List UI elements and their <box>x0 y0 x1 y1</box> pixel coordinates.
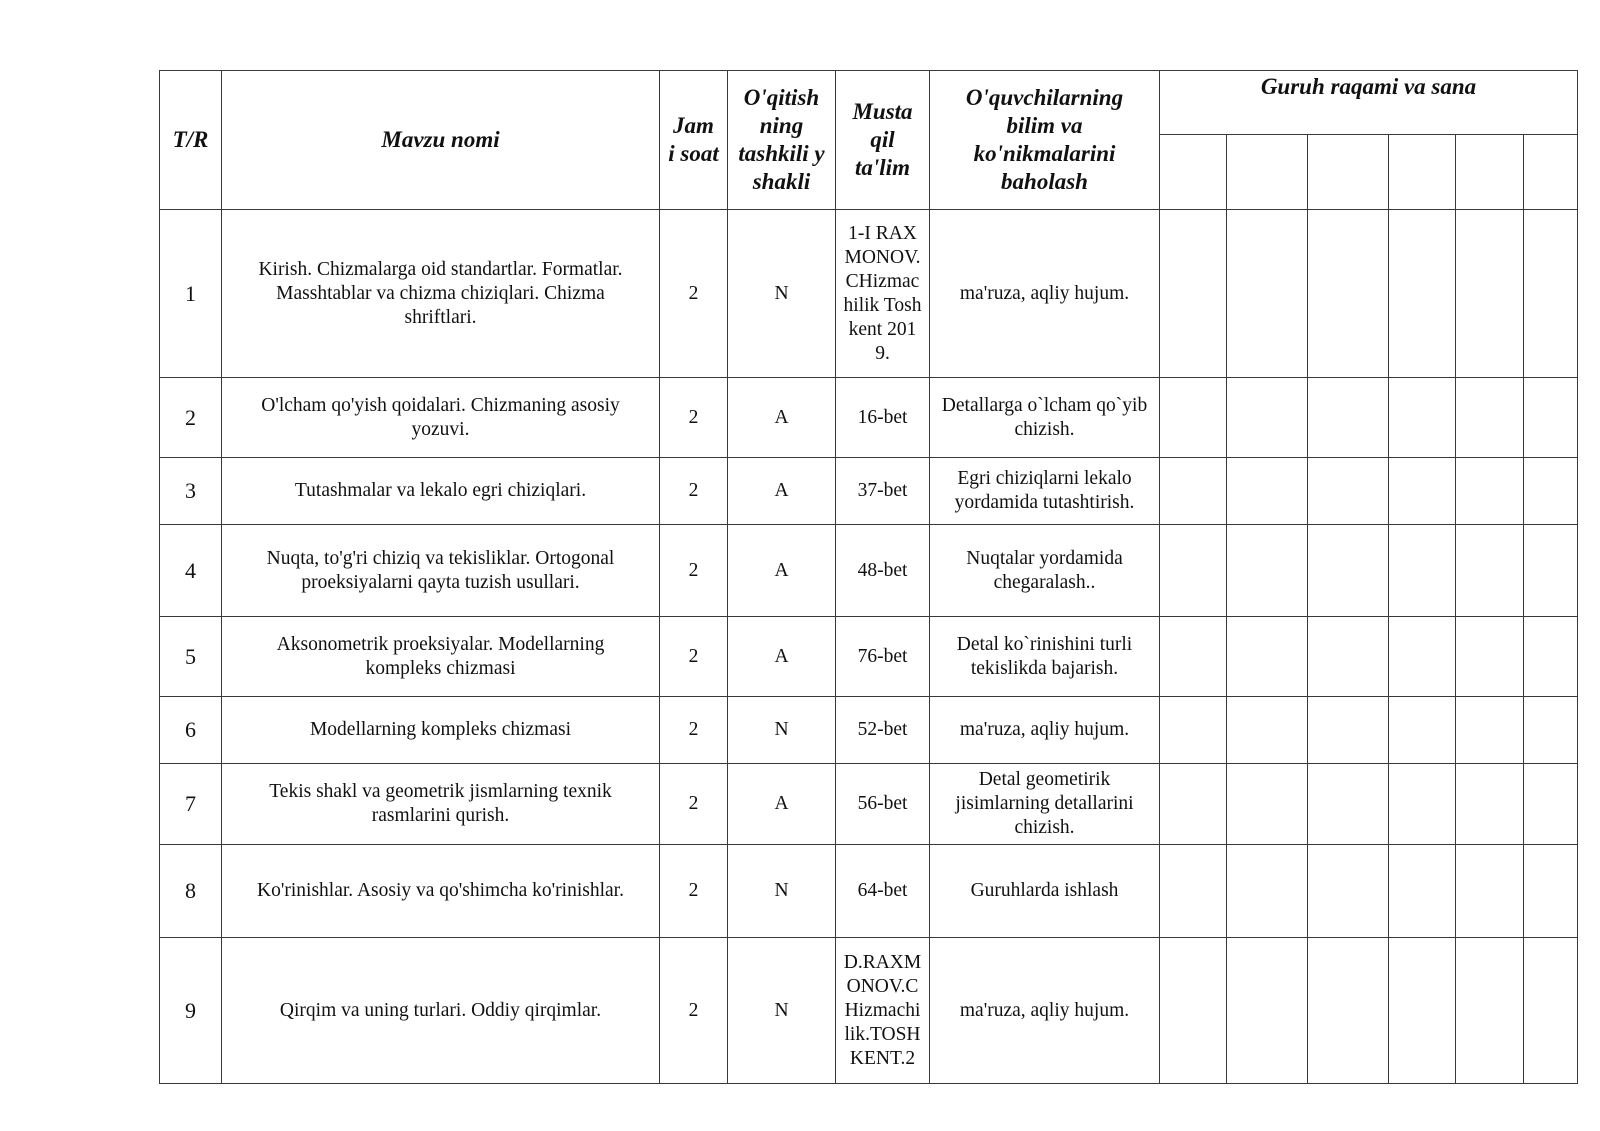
hours-cell: 2 <box>660 764 728 845</box>
self-study-cell <box>836 378 930 458</box>
group-date-cell[interactable] <box>1524 378 1578 458</box>
group-date-cell[interactable] <box>1456 938 1524 1084</box>
group-date-cell[interactable] <box>1160 378 1227 458</box>
group-date-cell[interactable] <box>1308 697 1389 764</box>
group-date-cell[interactable] <box>1456 378 1524 458</box>
group-date-cell[interactable] <box>1524 525 1578 617</box>
table-row <box>160 697 1578 764</box>
assessment-cell: ma'ruza, aqliy hujum. <box>930 697 1160 764</box>
row-number: 2 <box>160 378 222 458</box>
row-number: 3 <box>160 458 222 525</box>
hours-cell: 2 <box>660 697 728 764</box>
table-row <box>160 845 1578 938</box>
group-date-cell[interactable] <box>1308 938 1389 1084</box>
assessment-cell: Detal ko`rinishini turli tekislikda bajarish. <box>930 617 1160 697</box>
group-date-cell[interactable] <box>1160 617 1227 697</box>
group-date-cell[interactable] <box>1524 938 1578 1084</box>
table-row <box>160 210 1578 378</box>
group-date-cell[interactable] <box>1227 378 1308 458</box>
self-study-text: 37-bet <box>857 480 908 501</box>
group-date-cell[interactable] <box>1308 617 1389 697</box>
topic-cell: Kirish. Chizmalarga oid standartlar. Formatlar. Masshtablar va chizma chiziqlari. Chizma shriftlari. <box>222 210 660 378</box>
group-date-cell[interactable] <box>1227 210 1308 378</box>
form-cell: N <box>728 845 836 938</box>
assessment-cell: ma'ruza, aqliy hujum. <box>930 938 1160 1084</box>
group-date-cell[interactable] <box>1308 135 1389 210</box>
row-number: 5 <box>160 617 222 697</box>
self-study-cell <box>836 764 930 845</box>
table-row <box>160 458 1578 525</box>
form-cell: A <box>728 458 836 525</box>
header-tr: T/R <box>160 71 222 210</box>
topic-cell: Tekis shakl va geometrik jismlarning texnik rasmlarini qurish. <box>222 764 660 845</box>
hours-cell: 2 <box>660 525 728 617</box>
self-study-text: 16-bet <box>857 406 908 428</box>
header-topic: Mavzu nomi <box>222 71 660 210</box>
topic-cell: Aksonometrik proeksiyalar. Modellarning kompleks chizmasi <box>222 617 660 697</box>
self-study-text: D.RAXMONOV.CHizmachilik.TOSHKENT.2 <box>843 951 922 1069</box>
group-date-cell[interactable] <box>1389 617 1456 697</box>
form-cell: A <box>728 525 836 617</box>
group-date-cell[interactable] <box>1308 458 1389 525</box>
self-study-cell <box>836 210 930 378</box>
form-cell: N <box>728 938 836 1084</box>
self-study-text: 56-bet <box>857 793 908 814</box>
assessment-cell: Egri chiziqlarni lekalo yordamida tutashtirish. <box>930 458 1160 525</box>
hours-cell: 2 <box>660 458 728 525</box>
group-date-cell[interactable] <box>1389 845 1456 938</box>
group-date-cell[interactable] <box>1160 938 1227 1084</box>
form-cell: N <box>728 697 836 764</box>
group-date-cell[interactable] <box>1308 764 1389 845</box>
group-date-cell[interactable] <box>1389 135 1456 210</box>
group-date-cell[interactable] <box>1160 845 1227 938</box>
row-number: 6 <box>160 697 222 764</box>
group-date-cell[interactable] <box>1308 845 1389 938</box>
group-date-cell[interactable] <box>1456 525 1524 617</box>
group-date-cell[interactable] <box>1160 525 1227 617</box>
group-date-cell[interactable] <box>1389 458 1456 525</box>
row-number: 4 <box>160 525 222 617</box>
table-row <box>160 764 1578 845</box>
self-study-text: 76-bet <box>857 645 908 667</box>
group-date-cell[interactable] <box>1389 525 1456 617</box>
group-date-cell[interactable] <box>1456 458 1524 525</box>
self-study-cell <box>836 845 930 938</box>
self-study-text: 1-I RAXMONOV. CHizmachilik Toshkent 2019. <box>843 222 922 364</box>
group-date-cell[interactable] <box>1160 764 1227 845</box>
group-date-cell[interactable] <box>1524 210 1578 378</box>
self-study-text: 48-bet <box>857 559 908 581</box>
form-cell: A <box>728 378 836 458</box>
row-number: 1 <box>160 210 222 378</box>
table-row <box>160 938 1578 1084</box>
header-assessment: O'quvchilarning bilim va ko'nikmalarini baholash <box>930 71 1160 210</box>
header-self-study: Musta qil ta'lim <box>836 71 930 210</box>
group-date-cell[interactable] <box>1160 135 1227 210</box>
group-date-cell[interactable] <box>1160 458 1227 525</box>
group-date-cell[interactable] <box>1227 135 1308 210</box>
group-date-cell[interactable] <box>1389 210 1456 378</box>
assessment-cell: Detallarga o`lcham qo`yib chizish. <box>930 378 1160 458</box>
hours-cell: 2 <box>660 845 728 938</box>
assessment-cell: Detal geometirik jisimlarning detallarini chizish. <box>930 764 1160 845</box>
group-date-cell[interactable] <box>1308 378 1389 458</box>
self-study-cell <box>836 617 930 697</box>
header-row <box>160 71 1578 135</box>
group-date-cell[interactable] <box>1524 458 1578 525</box>
group-date-cell[interactable] <box>1227 525 1308 617</box>
form-cell: A <box>728 764 836 845</box>
hours-cell: 2 <box>660 617 728 697</box>
group-date-cell[interactable] <box>1308 210 1389 378</box>
table-row <box>160 617 1578 697</box>
hours-cell: 2 <box>660 210 728 378</box>
header-hours: Jam i soat <box>660 71 728 210</box>
self-study-cell <box>836 938 930 1084</box>
topic-cell: Qirqim va uning turlari. Oddiy qirqimlar. <box>222 938 660 1084</box>
group-date-cell[interactable] <box>1456 210 1524 378</box>
header-group-date: Guruh raqami va sana <box>1160 71 1578 135</box>
row-number: 9 <box>160 938 222 1084</box>
group-date-cell[interactable] <box>1524 697 1578 764</box>
group-date-cell[interactable] <box>1160 210 1227 378</box>
self-study-cell <box>836 697 930 764</box>
group-date-cell[interactable] <box>1160 697 1227 764</box>
group-date-cell[interactable] <box>1456 845 1524 938</box>
group-date-cell[interactable] <box>1227 458 1308 525</box>
self-study-text: 52-bet <box>857 719 908 740</box>
group-date-cell[interactable] <box>1456 617 1524 697</box>
topic-cell: Tutashmalar va lekalo egri chiziqlari. <box>222 458 660 525</box>
form-cell: A <box>728 617 836 697</box>
group-date-cell[interactable] <box>1308 525 1389 617</box>
group-date-cell[interactable] <box>1456 697 1524 764</box>
group-date-cell[interactable] <box>1227 697 1308 764</box>
group-date-cell[interactable] <box>1389 697 1456 764</box>
assessment-cell: ma'ruza, aqliy hujum. <box>930 210 1160 378</box>
group-date-cell[interactable] <box>1227 617 1308 697</box>
table-row <box>160 378 1578 458</box>
group-date-cell[interactable] <box>1227 764 1308 845</box>
header-form: O'qitish ning tashkili y shakli <box>728 71 836 210</box>
group-date-cell[interactable] <box>1456 135 1524 210</box>
assessment-cell: Guruhlarda ishlash <box>930 845 1160 938</box>
topic-cell: O'lcham qo'yish qoidalari. Chizmaning asosiy yozuvi. <box>222 378 660 458</box>
group-date-cell[interactable] <box>1389 938 1456 1084</box>
table-row <box>160 525 1578 617</box>
group-date-cell[interactable] <box>1456 764 1524 845</box>
row-number: 7 <box>160 764 222 845</box>
group-date-cell[interactable] <box>1389 764 1456 845</box>
self-study-text: 64-bet <box>857 880 908 901</box>
form-cell: N <box>728 210 836 378</box>
topic-cell: Modellarning kompleks chizmasi <box>222 697 660 764</box>
hours-cell: 2 <box>660 938 728 1084</box>
group-date-cell[interactable] <box>1524 135 1578 210</box>
hours-cell: 2 <box>660 378 728 458</box>
group-date-cell[interactable] <box>1389 378 1456 458</box>
group-date-cell[interactable] <box>1227 845 1308 938</box>
topic-cell: Nuqta, to'g'ri chiziq va tekisliklar. Ortogonal proeksiyalarni qayta tuzish usullari. <box>222 525 660 617</box>
self-study-cell <box>836 458 930 525</box>
self-study-cell <box>836 525 930 617</box>
lesson-plan-table <box>159 70 1578 1084</box>
assessment-cell: Nuqtalar yordamida chegaralash.. <box>930 525 1160 617</box>
group-date-cell[interactable] <box>1524 617 1578 697</box>
group-date-cell[interactable] <box>1524 845 1578 938</box>
group-date-cell[interactable] <box>1227 938 1308 1084</box>
group-date-cell[interactable] <box>1524 764 1578 845</box>
topic-cell: Ko'rinishlar. Asosiy va qo'shimcha ko'rinishlar. <box>222 845 660 938</box>
row-number: 8 <box>160 845 222 938</box>
